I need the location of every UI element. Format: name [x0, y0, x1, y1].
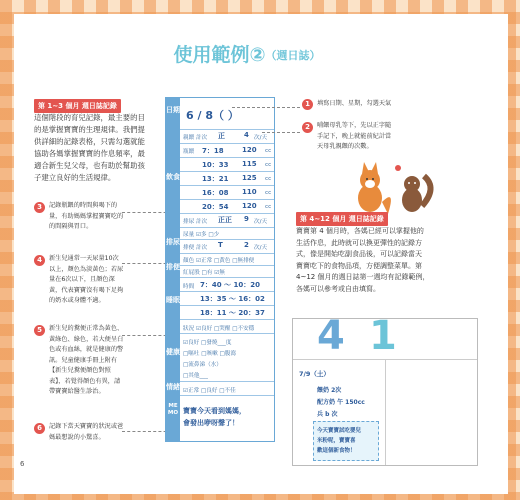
- weekly-log-form: [165, 97, 275, 442]
- right-text: 寶寶第 4 個月時，各媽已經可以掌握他的 生活作息，此時就可以換更彈性的記錄方 式，像是開始吃副食品後，可以記錄當天 寶寶吃下的食物品項，方便調整菜單。第 4~12 個月的週日誌第一週均有記錄範例， 各媽可以參考或自由填寫。: [296, 227, 430, 293]
- stool-row: 排便 計次 T 2 次/天: [180, 240, 274, 254]
- sample-memo-box: 今天寶寶試吃嬰兒 米粉呢，寶寶喜 歡這個新食物！: [313, 421, 379, 461]
- urine-amount-row: 尿量 ☑多 □少: [180, 228, 274, 240]
- date-row: [180, 98, 274, 130]
- note-4: 新生兒通常一天尿量10次 以上，顏色為淡黃色；若尿 量在6次以下，且顏色深 黃，代表寶寶沒有喝下足夠 的奶水或身體不適。: [49, 255, 124, 304]
- rash-row: 紅屁股 □有 ☑無: [180, 266, 274, 278]
- note-1: 填寫日期、星期，勾選天氣: [317, 100, 392, 107]
- form-side-bar: [166, 98, 180, 441]
- side-mood: 情緒: [166, 383, 180, 391]
- feed-row: 10：33 115 cc: [180, 158, 274, 172]
- leader-line: [232, 107, 300, 108]
- section-label-4-12: 第 4~12 個月 週日誌記錄: [296, 212, 388, 226]
- side-memo: MEMO: [167, 403, 179, 416]
- health-row: ☑良好 □發燒___度 □嘔吐 □咳嗽 □腹瀉 □流鼻涕（水） □其他___: [180, 334, 274, 382]
- stool-color-row: 顏色 ☑正常 □黃色 □無排便: [180, 254, 274, 266]
- note-number-2: 2: [302, 122, 313, 133]
- side-sleep: 睡眠: [166, 296, 180, 304]
- title-main: 使用範例②: [173, 44, 266, 66]
- note-number-5: 5: [34, 325, 45, 336]
- side-diet: 飲食: [166, 173, 180, 181]
- feed-row: 13：21 125 cc: [180, 172, 274, 186]
- note-number-1: 1: [302, 99, 313, 110]
- note-6: 記錄下當天寶寶的狀況或爸 媽最想說的小驚喜。: [49, 423, 124, 441]
- note-number-3: 3: [34, 202, 45, 213]
- sample-date: 7/9（土）: [299, 370, 330, 378]
- note-5: 新生兒的糞便正常為黃色、 黃綠色、綠色，若大便呈白 色或有血絲，就是健康的警 訊。兒童健康手冊上附有 【新生兒糞便顏色對照 表】，若覺得顏色有異，請 帶寶寶給醫生診治。: [49, 325, 124, 395]
- page-number: 6: [20, 460, 25, 468]
- leader-line: [262, 132, 300, 133]
- week-number: 4: [317, 313, 345, 359]
- sleep-row: 13：35 ～ 16：02: [180, 292, 274, 306]
- note-number-4: 4: [34, 255, 45, 266]
- title-sub: （週日誌）: [265, 49, 321, 62]
- feed-row: 瓶餵 7：18 120 cc: [180, 144, 274, 158]
- urine-row: 排尿 計次 正正 9 次/天: [180, 214, 274, 228]
- feed-row: 20：54 120 cc: [180, 200, 274, 214]
- mood-row: ☑正常 □良好 □不佳: [180, 382, 274, 396]
- note-number-6: 6: [34, 423, 45, 434]
- intro-text: 這個階段的育兒記錄，最主要的目 的是掌握寶寶的生理規律。我們提 供詳細的記錄表格，只需勾選就能 協助各媽掌握寶寶的作息頻率，最 適合新生兒父母，也有助於幫助孩 子建立良好的生活規律。: [34, 113, 145, 182]
- sleep-row: 時間 7：40 ～ 10：20: [180, 278, 274, 292]
- page-title: [0, 40, 494, 67]
- memo-row: 寶寶今天看到媽媽， 會發出咿呀聲了！: [183, 407, 246, 427]
- section-label-1-3: 第 1~3 個月 週日誌記錄: [34, 99, 121, 113]
- week-day: 1: [369, 313, 397, 359]
- note-3: 記錄瓶餵的時間與喝下的 量，有助媽媽掌握寶寶吃的 的間隔與胃口。: [49, 202, 124, 230]
- animals-illustration: [340, 158, 440, 216]
- side-urine: 排尿: [166, 238, 180, 246]
- side-health: 健康: [166, 348, 180, 356]
- side-date: 日期: [166, 106, 180, 114]
- weekly-log-sample: 4 1 7/9（土） 餵奶 2次 配方奶 午 150cc 兵 b 次 今天寶寶試吃嬰兒 米粉呢，寶寶喜 歡這個新食物！: [292, 318, 478, 466]
- sleep-state-row: 狀況 ☑良好 □哭醒 □不安穩: [180, 320, 274, 334]
- sleep-row: 18：11 ～ 20：37: [180, 306, 274, 320]
- feed-row: 16：08 110 cc: [180, 186, 274, 200]
- side-stool: 排便: [166, 263, 180, 271]
- note-2: 哺餵母乳等下，先以正字隨 手記下，晚上就能前紀計當 天母乳親餵的次數。: [317, 122, 392, 150]
- breast-row: 親餵 計次 正 4 次/天: [180, 130, 274, 144]
- date-value[interactable]: 6 / 8（ ）: [186, 109, 239, 122]
